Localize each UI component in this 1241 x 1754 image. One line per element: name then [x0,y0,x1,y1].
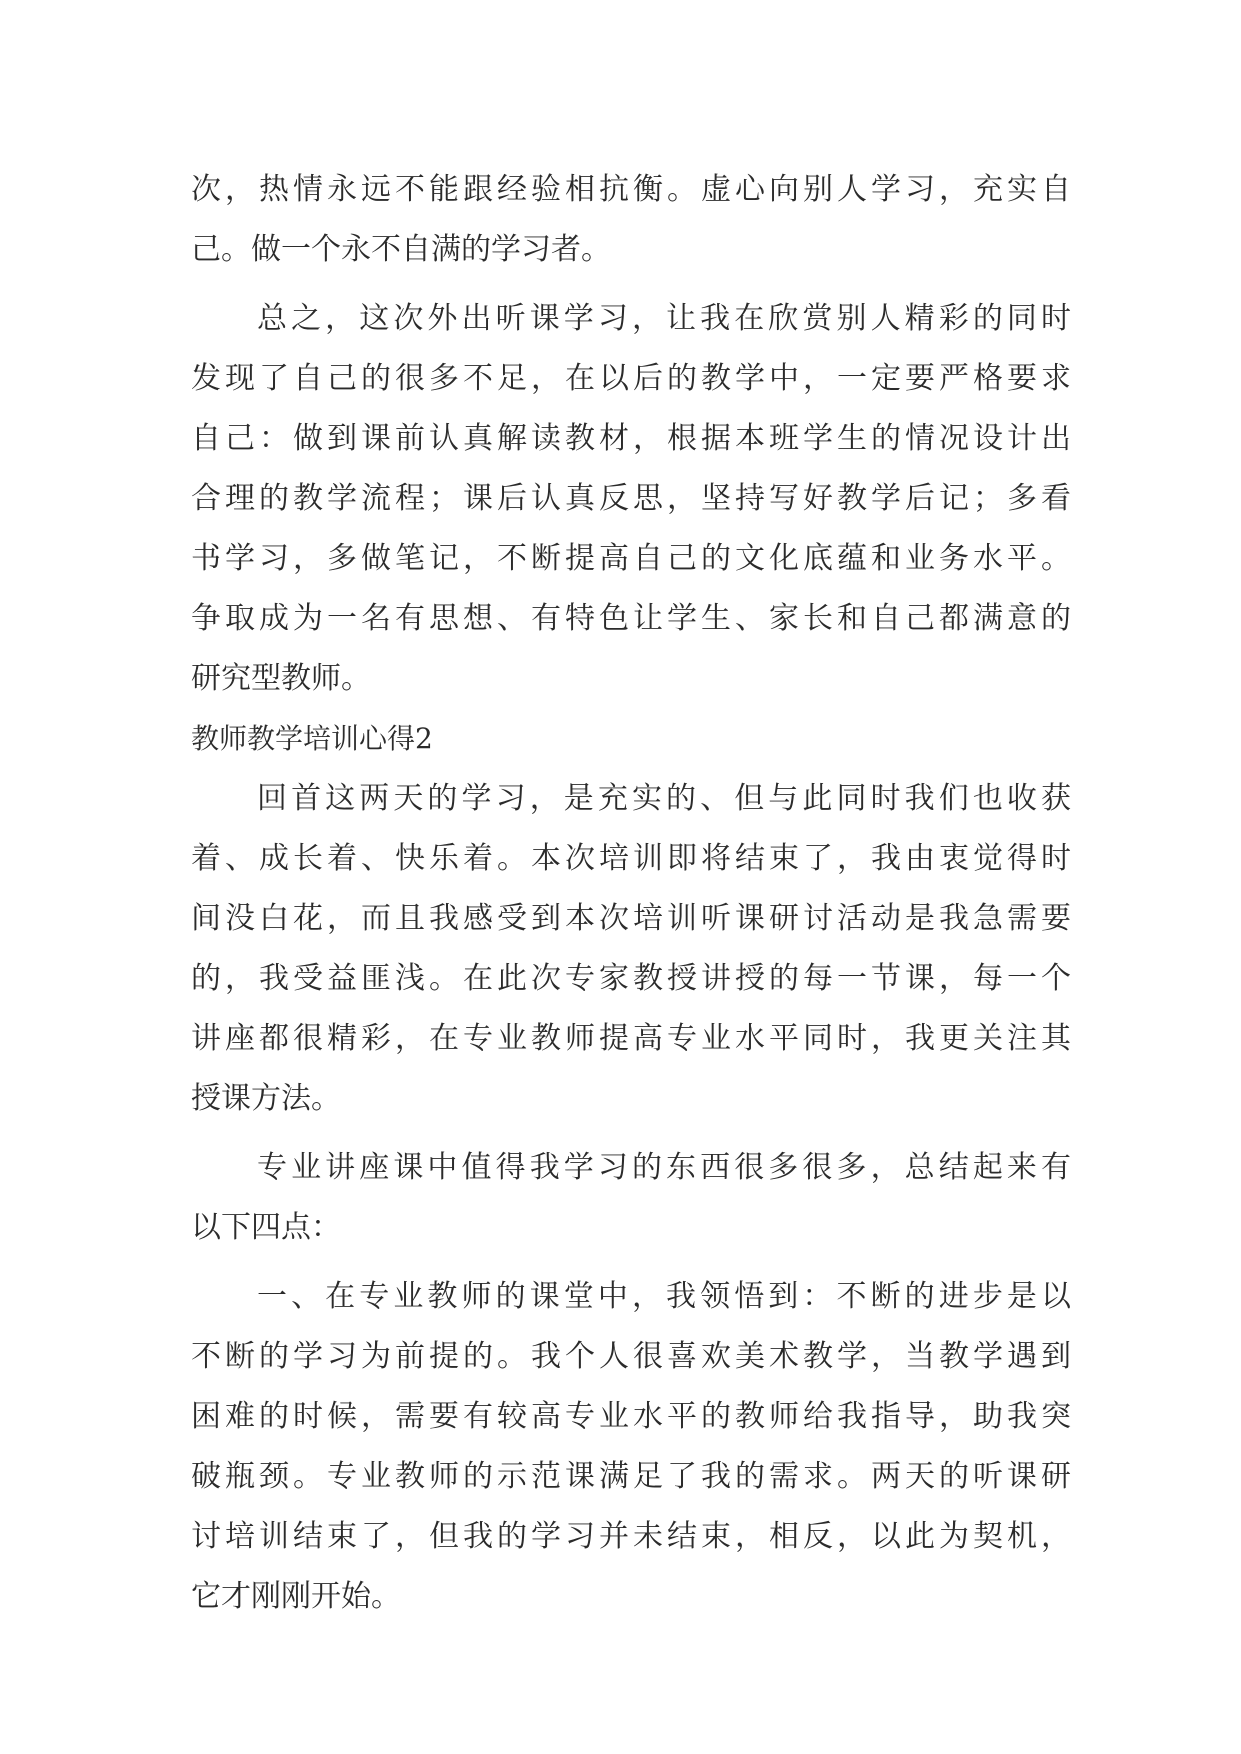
text-line: 自己：做到课前认真解读教材，根据本班学生的情况设计出 [191,421,1071,456]
text-line: 发现了自己的很多不足，在以后的教学中，一定要严格要求 [191,361,1071,396]
text-line: 授课方法。 [191,1081,341,1116]
paragraph-first-line: 一、在专业教师的课堂中，我领悟到：不断的进步是以 [257,1279,1071,1314]
text-line: 己。做一个永不自满的学习者。 [191,232,611,267]
text-line: 书学习，多做笔记，不断提高自己的文化底蕴和业务水平。 [191,541,1071,576]
text-line: 合理的教学流程；课后认真反思，坚持写好教学后记；多看 [191,481,1071,516]
text-line: 着、成长着、快乐着。本次培训即将结束了，我由衷觉得时 [191,841,1071,876]
text-line: 以下四点： [191,1210,341,1245]
text-line: 困难的时候，需要有较高专业水平的教师给我指导，助我突 [191,1399,1071,1434]
document-body [191,160,1071,1627]
text-line: 它才刚刚开始。 [191,1579,401,1614]
text-line: 的，我受益匪浅。在此次专家教授讲授的每一节课，每一个 [191,961,1071,996]
paragraph-first-line: 专业讲座课中值得我学习的东西很多很多，总结起来有 [257,1150,1071,1185]
paragraph-first-line: 总之，这次外出听课学习，让我在欣赏别人精彩的同时 [257,301,1071,336]
text-line: 破瓶颈。专业教师的示范课满足了我的需求。两天的听课研 [191,1459,1071,1494]
text-line: 次，热情永远不能跟经验相抗衡。虚心向别人学习，充实自 [191,172,1071,207]
section-heading: 教师教学培训心得2 [191,722,433,755]
paragraph-first-line: 回首这两天的学习，是充实的、但与此同时我们也收获 [257,781,1071,816]
text-line: 讨培训结束了，但我的学习并未结束，相反，以此为契机， [191,1519,1071,1554]
text-line: 间没白花，而且我感受到本次培训听课研讨活动是我急需要 [191,901,1071,936]
text-line: 争取成为一名有思想、有特色让学生、家长和自己都满意的 [191,601,1071,636]
text-line: 研究型教师。 [191,661,371,696]
text-line: 不断的学习为前提的。我个人很喜欢美术教学，当教学遇到 [191,1339,1071,1374]
text-line: 讲座都很精彩，在专业教师提高专业水平同时，我更关注其 [191,1021,1071,1056]
